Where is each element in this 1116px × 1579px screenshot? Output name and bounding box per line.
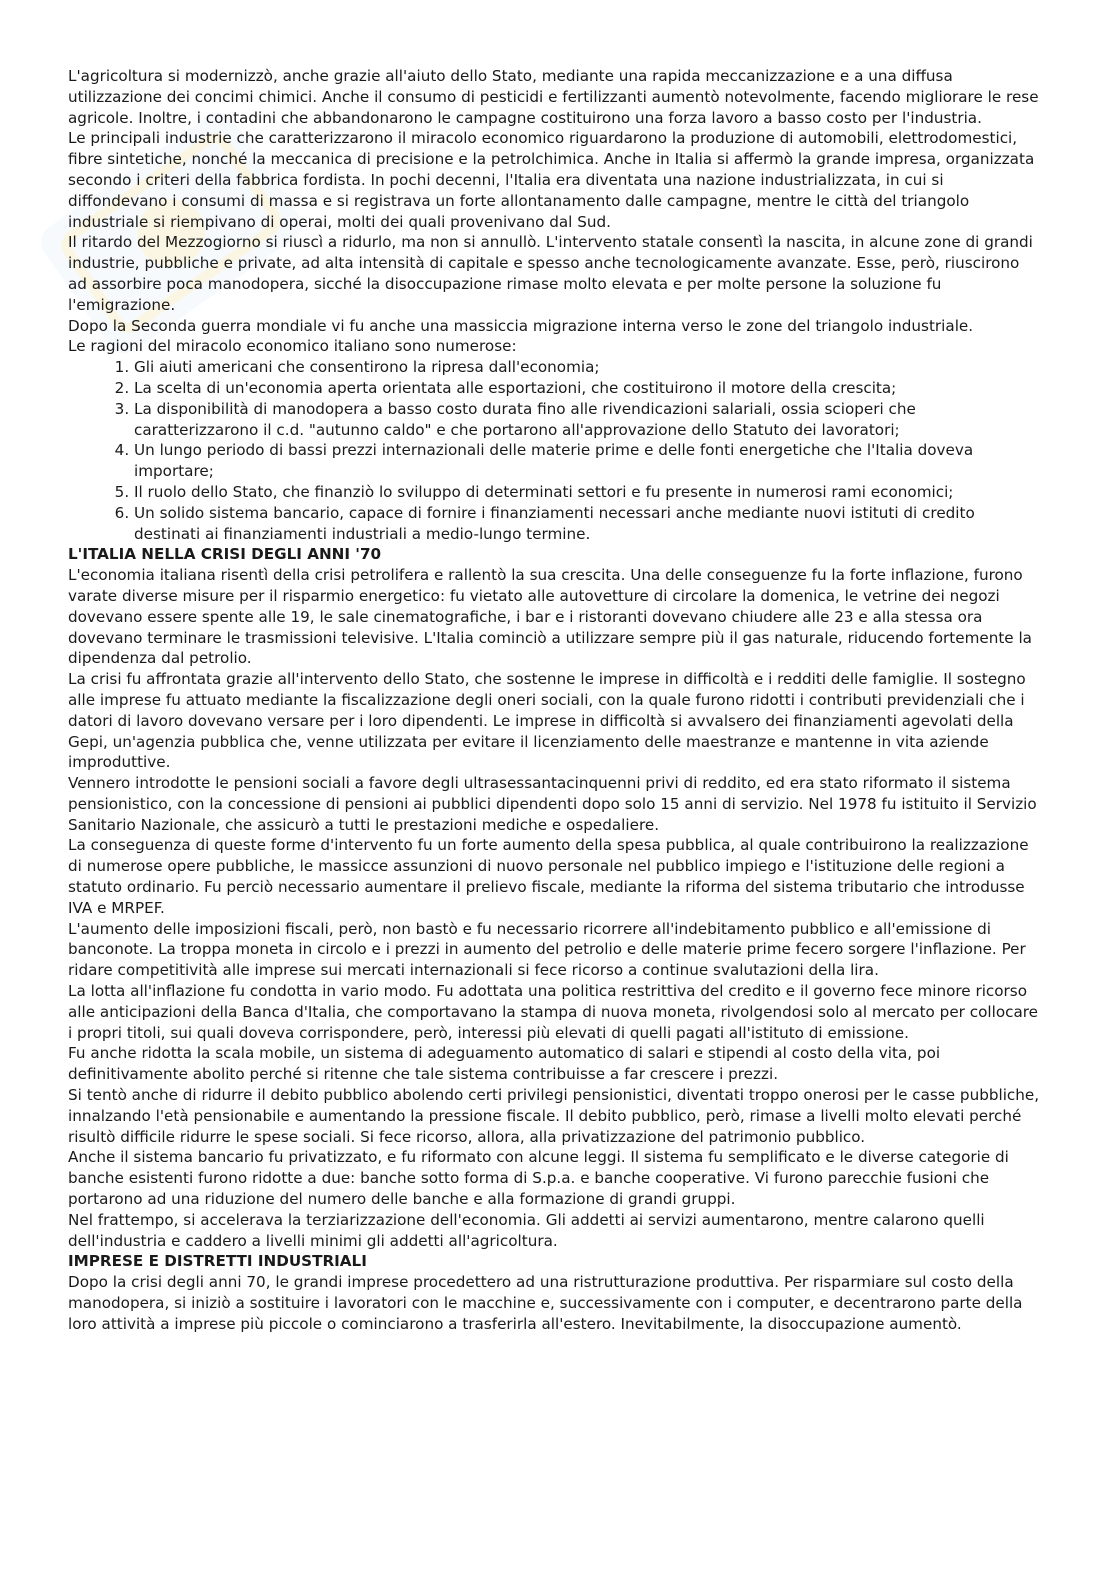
paragraph: Anche il sistema bancario fu privatizzato, e fu riformato con alcune leggi. Il sistema fu semplificato e le diverse categorie di banche esistenti furono ridotte a due: banche sotto forma di S.p.a. e banche cooperative. Vi furono parecchie fusioni che portarono ad una riduzione del numero delle banche e alla formazione di grandi gruppi. bbox=[68, 1148, 1009, 1209]
paragraph-agriculture: L'agricoltura si modernizzò, anche grazie all'aiuto dello Stato, mediante una rapida meccanizzazione e a una diffusa utilizzazione dei concimi chimici. Anche il consumo di pesticidi e fertilizzanti aumentò notevolmente, facendo migliorare le rese agricole. Inoltre, i contadini che abbandonarono le campagne costituirono una forza lavoro a basso costo per l'industria. bbox=[68, 67, 1039, 127]
paragraph: Dopo la crisi degli anni 70, le grandi imprese procedettero ad una ristrutturazione produttiva. Per risparmiare sul costo della manodopera, si iniziò a sostituire i lavoratori con le macchine e, successivamente con i computer, e decentrarono parte della loro attività a imprese più piccole o cominciarono a trasferirla all'estero. Inevitabilmente, la disoccupazione aumentò. bbox=[68, 1273, 1023, 1333]
paragraph: La conseguenza di queste forme d'intervento fu un forte aumento della spesa pubblica, al quale contribuirono la realizzazione di numerose opere pubbliche, le massicce assunzioni di nuovo personale nel pubblico impiego e l'istituzione delle regioni a statuto ordinario. Fu perciò necessario aumentare il prelievo fiscale, mediante la riforma del sistema tributario che introdusse IVA e MRPEF. bbox=[68, 836, 1029, 917]
paragraph: L'aumento delle imposizioni fiscali, però, non bastò e fu necessario ricorrere all'indebitamento pubblico e all'emissione di banconote. La troppa moneta in circolo e i prezzi in aumento del petrolio e delle materie prime fecero sorgere l'inflazione. Per ridare competitività alle imprese sui mercati internazionali si fece ricorso a continue svalutazioni della lira. bbox=[68, 919, 1026, 980]
paragraph: La crisi fu affrontata grazie all'intervento dello Stato, che sostenne le imprese in difficoltà e i redditi delle famiglie. Il sostegno alle imprese fu attuato mediante la fiscalizzazione degli oneri sociali, con la quale furono ridotti i contributi previdenziali che i datori di lavoro dovevano versare per i loro dipendenti. Le imprese in difficoltà si avvalsero dei finanziamenti agevolati della Gepi, un'agenzia pubblica che, venne utilizzata per evitare il licenziamento delle maestranze e mantenne in vita aziende improduttive. bbox=[68, 670, 1026, 772]
paragraph-industries: Le principali industrie che caratterizzarono il miracolo economico riguardarono la produzione di automobili, elettrodomestici, fibre sintetiche, nonché la meccanica di precisione e la petrolchimica. Anche in Italia si affermò la grande impresa, organizzata secondo i criteri della fabbrica fordista. In pochi decenni, l'Italia era diventata una nazione industrializzata, in cui si diffondevano i consumi di massa e si registrava un forte allontanamento dalle campagne, mentre le città del triangolo industriale si riempivano di operai, molti dei quali provenivano dal Sud. bbox=[68, 129, 1035, 231]
paragraph: L'economia italiana risentì della crisi petrolifera e rallentò la sua crescita. Una delle conseguenze fu la forte inflazione, furono varate diverse misure per il risparmio energetico: fu vietato alle autovetture di circolare la domenica, le vetrine dei negozi dovevano essere spente alle 19, le sale cinematografiche, i bar e i ristoranti dovevano chiudere alle 23 e alla stessa ora dovevano terminare le trasmissioni televisive. L'Italia cominciò a utilizzare sempre più il gas naturale, riducendo fortemente la dipendenza dal petrolio. bbox=[68, 566, 1032, 668]
list-item: 3. La disponibilità di manodopera a basso costo durata fino alle rivendicazioni salariali, ossia scioperi che caratterizzarono il c.d. "autunno caldo" e che portarono all'approvazione dello Statuto dei lavoratori; bbox=[134, 399, 1043, 441]
paragraph: Vennero introdotte le pensioni sociali a favore degli ultrasessantacinquenni privi di reddito, ed era stato riformato il sistema pensionistico, con la concessione di pensioni ai pubblici dipendenti dopo solo 15 anni di servizio. Nel 1978 fu istituito il Servizio Sanitario Nazionale, che assicurò a tutti le prestazioni mediche e ospedaliere. bbox=[68, 774, 1037, 834]
list-item: 2. La scelta di un'economia aperta orientata alle esportazioni, che costituirono il motore della crescita; bbox=[134, 378, 1043, 399]
paragraph: Si tentò anche di ridurre il debito pubblico abolendo certi privilegi pensionistici, diventati troppo onerosi per le casse pubbliche, innalzando l'età pensionabile e aumentando la pressione fiscale. Il debito pubblico, però, rimase a livelli molto elevati perché risultò difficile ridurre le spese sociali. Si fece ricorso, allora, alla privatizzazione del patrimonio pubblico. bbox=[68, 1086, 1040, 1146]
list-item: 5. Il ruolo dello Stato, che finanziò lo sviluppo di determinati settori e fu presente in numerosi rami economici; bbox=[134, 482, 1043, 503]
paragraph: Fu anche ridotta la scala mobile, un sistema di adeguamento automatico di salari e stipendi al costo della vita, poi definitivamente abolito perché si ritenne che tale sistema contribuisse a far crescere i prezzi. bbox=[68, 1044, 941, 1084]
section-heading-crisis: L'ITALIA NELLA CRISI DEGLI ANNI '70 bbox=[68, 545, 382, 564]
paragraph-reasons-intro: Le ragioni del miracolo economico italiano sono numerose: bbox=[68, 337, 517, 356]
list-item: 1. Gli aiuti americani che consentirono la ripresa dall'economia; bbox=[134, 357, 1043, 378]
list-item: 6. Un solido sistema bancario, capace di fornire i finanziamenti necessari anche mediante nuovi istituti di credito destinati ai finanziamenti industriali a medio-lungo termine. bbox=[134, 503, 1043, 545]
paragraph: Nel frattempo, si accelerava la terziarizzazione dell'economia. Gli addetti ai servizi aumentarono, mentre calarono quelli dell'industria e caddero a livelli minimi gli addetti all'agricoltura. bbox=[68, 1210, 985, 1250]
paragraph-migration: Dopo la Seconda guerra mondiale vi fu anche una massiccia migrazione interna verso le zone del triangolo industriale. bbox=[68, 316, 974, 335]
list-item: 4. Un lungo periodo di bassi prezzi internazionali delle materie prime e delle fonti energetiche che l'Italia doveva importare; bbox=[134, 440, 1043, 482]
paragraph-mezzogiorno: Il ritardo del Mezzogiorno si riuscì a ridurlo, ma non si annullò. L'intervento statale consentì la nascita, in alcune zone di grandi industrie, pubbliche e private, ad alta intensità di capitale e spesso anche tecnologicamente avanzate. Esse, però, riuscirono ad assorbire poca manodopera, sicché la disoccupazione rimase molto elevata e per molte persone la soluzione fu l'emigrazione. bbox=[68, 233, 1033, 314]
reasons-list bbox=[68, 357, 1043, 544]
document-page bbox=[68, 66, 1043, 1335]
paragraph: La lotta all'inflazione fu condotta in vario modo. Fu adottata una politica restrittiva del credito e il governo fece minore ricorso alle anticipazioni della Banca d'Italia, che comportavano la stampa di nuova moneta, rivolgendosi solo al mercato per collocare i propri titoli, sui quali doveva corrispondere, però, interessi più elevati di quelli pagati all'istituto di emissione. bbox=[68, 982, 1039, 1042]
section-heading-districts: IMPRESE E DISTRETTI INDUSTRIALI bbox=[68, 1252, 367, 1271]
